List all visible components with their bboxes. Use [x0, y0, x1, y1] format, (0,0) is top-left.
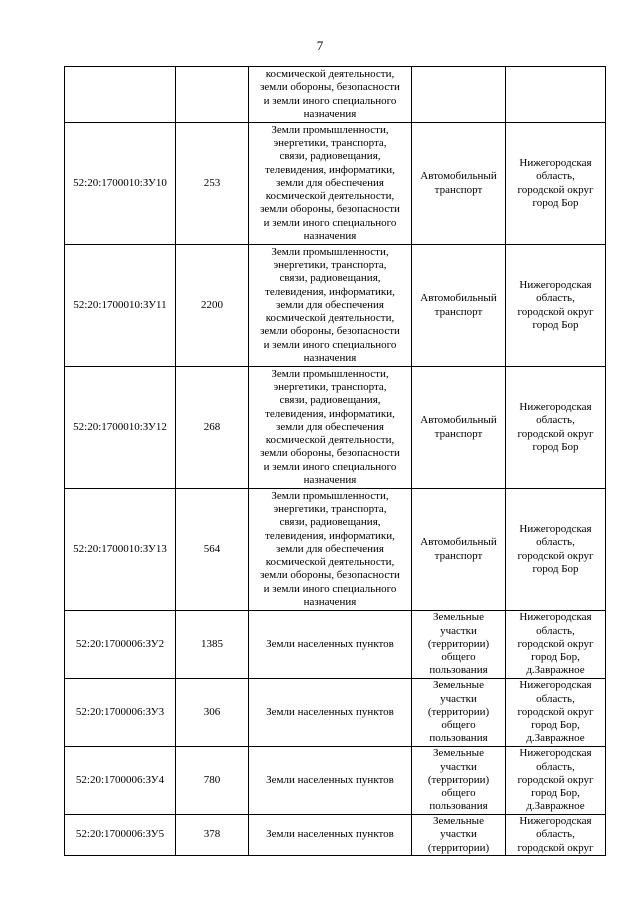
land-category-cell: космической деятельности, земли обороны, безопасности и земли иного специального назначения [249, 67, 412, 123]
table-row [65, 367, 606, 489]
table-row [65, 815, 606, 856]
table-row [65, 679, 606, 747]
area-cell: 780 [176, 747, 249, 815]
location-cell: Нижегородская область, городской округ город Бор, д.Завражное [506, 747, 606, 815]
location-cell: Нижегородская область, городской округ город Бор [506, 245, 606, 367]
location-cell: Нижегородская область, городской округ город Бор, д.Завражное [506, 679, 606, 747]
land-category-cell: Земли населенных пунктов [249, 611, 412, 679]
permitted-use-cell: Автомобильный транспорт [412, 489, 506, 611]
land-category-cell: Земли промышленности, энергетики, транспорта, связи, радиовещания, телевидения, информатики, земли для обеспечения космической деятельности, земли обороны, безопасности и земли иного специального назначения [249, 123, 412, 245]
location-cell: Нижегородская область, городской округ город Бор [506, 367, 606, 489]
location-cell: Нижегородская область, городской округ город Бор [506, 123, 606, 245]
area-cell: 378 [176, 815, 249, 856]
location-cell: Нижегородская область, городской округ [506, 815, 606, 856]
cadastral-number-cell: 52:20:1700010:ЗУ10 [65, 123, 176, 245]
location-cell: Нижегородская область, городской округ город Бор [506, 489, 606, 611]
table-row [65, 747, 606, 815]
land-category-cell: Земли населенных пунктов [249, 815, 412, 856]
area-cell: 306 [176, 679, 249, 747]
area-cell: 268 [176, 367, 249, 489]
land-category-cell: Земли населенных пунктов [249, 747, 412, 815]
land-category-cell: Земли населенных пунктов [249, 679, 412, 747]
cadastral-number-cell: 52:20:1700010:ЗУ12 [65, 367, 176, 489]
table-row [65, 245, 606, 367]
area-cell: 253 [176, 123, 249, 245]
table-row [65, 489, 606, 611]
cadastral-number-cell [65, 67, 176, 123]
permitted-use-cell: Земельные участки (территории) общего пользования [412, 611, 506, 679]
table-row [65, 123, 606, 245]
location-cell: Нижегородская область, городской округ город Бор, д.Завражное [506, 611, 606, 679]
land-category-cell: Земли промышленности, энергетики, транспорта, связи, радиовещания, телевидения, информатики, земли для обеспечения космической деятельности, земли обороны, безопасности и земли иного специального назначения [249, 367, 412, 489]
land-category-cell: Земли промышленности, энергетики, транспорта, связи, радиовещания, телевидения, информатики, земли для обеспечения космической деятельности, земли обороны, безопасности и земли иного специального назначения [249, 245, 412, 367]
table-row [65, 611, 606, 679]
cadastral-number-cell: 52:20:1700006:ЗУ4 [65, 747, 176, 815]
page-number: 7 [316, 38, 324, 53]
permitted-use-cell: Автомобильный транспорт [412, 245, 506, 367]
land-category-cell: Земли промышленности, энергетики, транспорта, связи, радиовещания, телевидения, информатики, земли для обеспечения космической деятельности, земли обороны, безопасности и земли иного специального назначения [249, 489, 412, 611]
location-cell [506, 67, 606, 123]
permitted-use-cell: Автомобильный транспорт [412, 123, 506, 245]
cadastral-number-cell: 52:20:1700010:ЗУ11 [65, 245, 176, 367]
cadastral-number-cell: 52:20:1700010:ЗУ13 [65, 489, 176, 611]
cadastral-number-cell: 52:20:1700006:ЗУ5 [65, 815, 176, 856]
permitted-use-cell: Земельные участки (территории) [412, 815, 506, 856]
area-cell: 564 [176, 489, 249, 611]
table-row [65, 67, 606, 123]
area-cell: 2200 [176, 245, 249, 367]
cadastral-number-cell: 52:20:1700006:ЗУ2 [65, 611, 176, 679]
cadastral-number-cell: 52:20:1700006:ЗУ3 [65, 679, 176, 747]
permitted-use-cell: Земельные участки (территории) общего пользования [412, 679, 506, 747]
permitted-use-cell: Земельные участки (территории) общего пользования [412, 747, 506, 815]
permitted-use-cell: Автомобильный транспорт [412, 367, 506, 489]
permitted-use-cell [412, 67, 506, 123]
land-plots-table [64, 66, 606, 856]
area-cell [176, 67, 249, 123]
area-cell: 1385 [176, 611, 249, 679]
